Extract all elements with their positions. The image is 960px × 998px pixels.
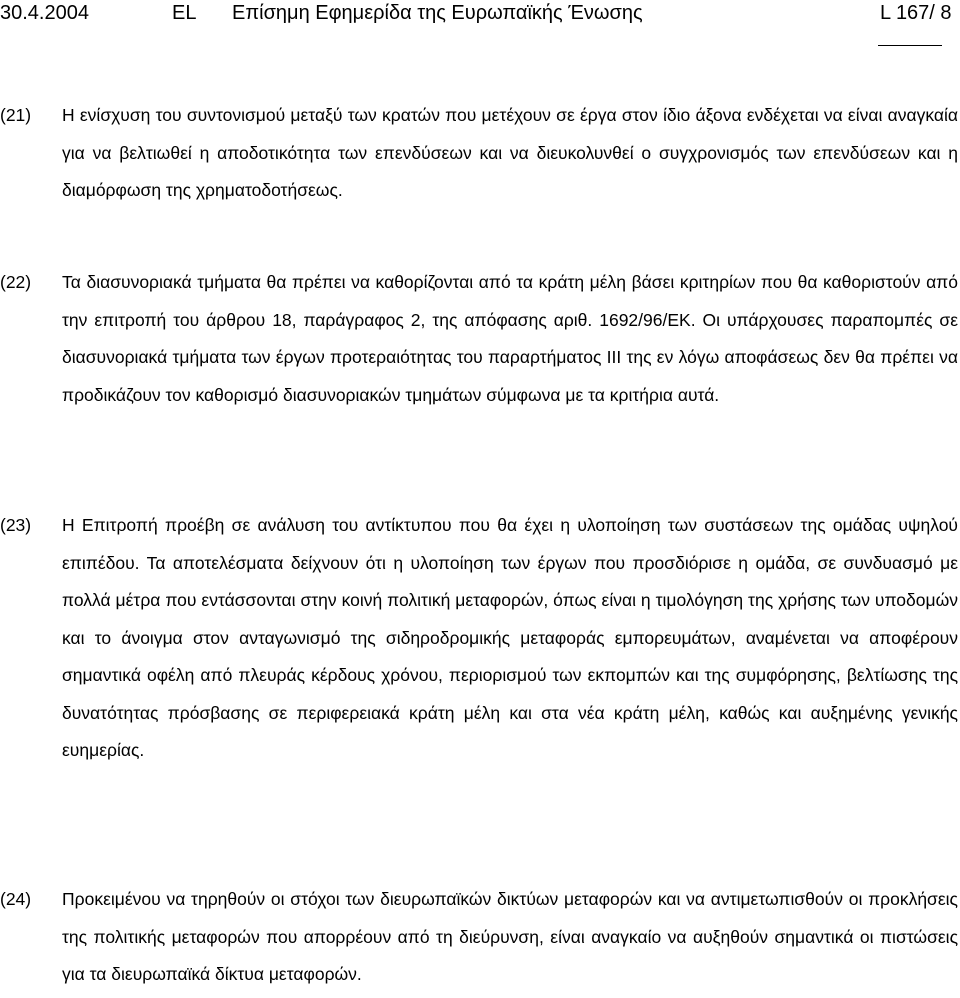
page-header (0, 0, 960, 26)
recital-text: Η Επιτροπή προέβη σε ανάλυση του αντίκτυπου που θα έχει η υλοποίηση των συστάσεων της ομάδας υψηλού επιπέδου. Τα αποτελέσματα δείχνουν ότι η υλοποίηση των έργων που προσδιόρισε η ομάδα, σε συνδυασμό με πολλά μέτρα που εντάσσονται στην κοινή πολιτική μεταφορών, όπως είναι η τιμολόγηση της χρήσης των υποδομών και το άνοιγμα στον ανταγωνισμό της σιδηροδρομικής μεταφοράς εμπορευμάτων, αναμένεται να αποφέρουν σημαντικά οφέλη από πλευράς κέρδους χρόνου, περιορισμού των εκπομπών και της συμφόρησης, βελτίωσης της δυνατότητας πρόσβασης σε περιφερειακά κράτη μέλη και στα νέα κράτη μέλη, καθώς και αυξημένης γενικής ευημερίας. (62, 515, 958, 760)
recital-number: (23) (0, 515, 32, 535)
recital-text: Η ενίσχυση του συντονισμού μεταξύ των κρατών που μετέχουν σε έργα στον ίδιο άξονα ενδέχεται να είναι αναγκαία για να βελτιωθεί η αποδοτικότητα των επενδύσεων και να διευκολυνθεί ο συγχρονισμός των επενδύσεων και η διαμόρφωση της χρηματοδοτήσεως. (62, 105, 958, 200)
header-page-reference: L 167/ 8 (880, 2, 952, 24)
recital-text: Προκειμένου να τηρηθούν οι στόχοι των διευρωπαϊκών δικτύων μεταφορών και να αντιμετωπισθούν οι προκλήσεις της πολιτικής μεταφορών που απορρέουν από τη διεύρυνση, είναι αναγκαίο να αυξηθούν σημαντικά οι πιστώσεις για τα διευρωπαϊκά δίκτυα μεταφορών. (62, 889, 958, 984)
header-date: 30.4.2004 (0, 2, 89, 24)
recital-text: Τα διασυνοριακά τμήματα θα πρέπει να καθορίζονται από τα κράτη μέλη βάσει κριτηρίων που θα καθοριστούν από την επιτροπή του άρθρου 18, παράγραφος 2, της απόφασης αριθ. 1692/96/ΕΚ. Οι υπάρχουσες παραπομπές σε διασυνοριακά τμήματα των έργων προτεραιότητας του παραρτήματος ΙΙΙ της εν λόγω αποφάσεως δεν θα πρέπει να προδικάζουν τον καθορισμό διασυνοριακών τμημάτων σύμφωνα με τα κριτήρια αυτά. (62, 272, 958, 405)
header-journal-title: Επίσημη Εφημερίδα της Ευρωπαϊκής Ένωσης (232, 2, 643, 24)
header-rule (878, 45, 942, 46)
recital-number: (22) (0, 272, 32, 292)
header-language: EL (172, 2, 197, 24)
recital-number: (21) (0, 105, 32, 125)
recital-number: (24) (0, 889, 32, 909)
